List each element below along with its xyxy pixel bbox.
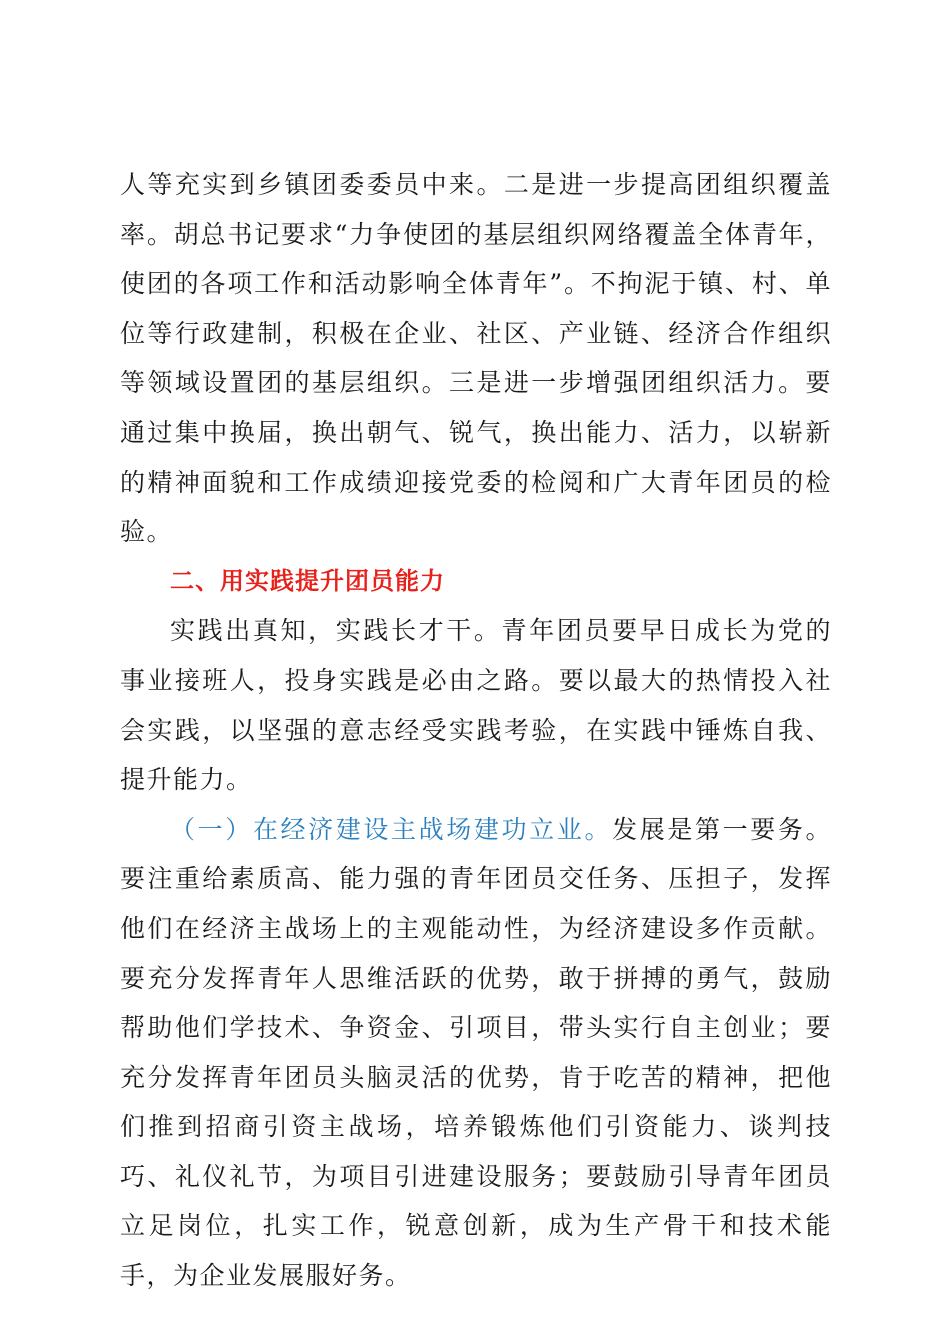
paragraph-1: 人等充实到乡镇团委委员中来。二是进一步提高团组织覆盖率。胡总书记要求“力争使团的基层组织网络覆盖全体青年，使团的各项工作和活动影响全体青年”。不拘泥于镇、村、单位等行政建制，积极在企业、社区、产业链、经济合作组织等领域设置团的基层组织。三是进一步增强团组织活力。要通过集中换届，换出朝气、锐气，换出能力、活力，以崭新的精神面貌和工作成绩迎接党委的检阅和广大青年团员的检验。 bbox=[120, 170, 832, 547]
paragraph-2: 实践出真知，实践长才干。青年团员要早日成长为党的事业接班人，投身实践是必由之路。要以最大的热情投入社会实践，以坚强的意志经受实践考验，在实践中锤炼自我、提升能力。 bbox=[120, 616, 832, 795]
paragraph-3 bbox=[120, 805, 832, 1301]
document-body bbox=[120, 160, 832, 1301]
paragraph-3-text: 发展是第一要务。要注重给素质高、能力强的青年团员交任务、压担子，发挥他们在经济主战场上的主观能动性，为经济建设多作贡献。要充分发挥青年人思维活跃的优势，敢于拼搏的勇气，鼓励帮助他们学技术、争资金、引项目，带头实行自主创业；要充分发挥青年团员头脑灵活的优势，肯于吃苦的精神，把他们推到招商引资主战场，培养锻炼他们引资能力、谈判技巧、礼仪礼节，为项目引进建设服务；要鼓励引导青年团员立足岗位，扎实工作，锐意创新，成为生产骨干和技术能手，为企业发展服好务。 bbox=[120, 814, 832, 1291]
subheading-1: （一）在经济建设主战场建功立业。 bbox=[170, 814, 613, 844]
section-heading-2: 二、用实践提升团员能力 bbox=[170, 566, 445, 595]
